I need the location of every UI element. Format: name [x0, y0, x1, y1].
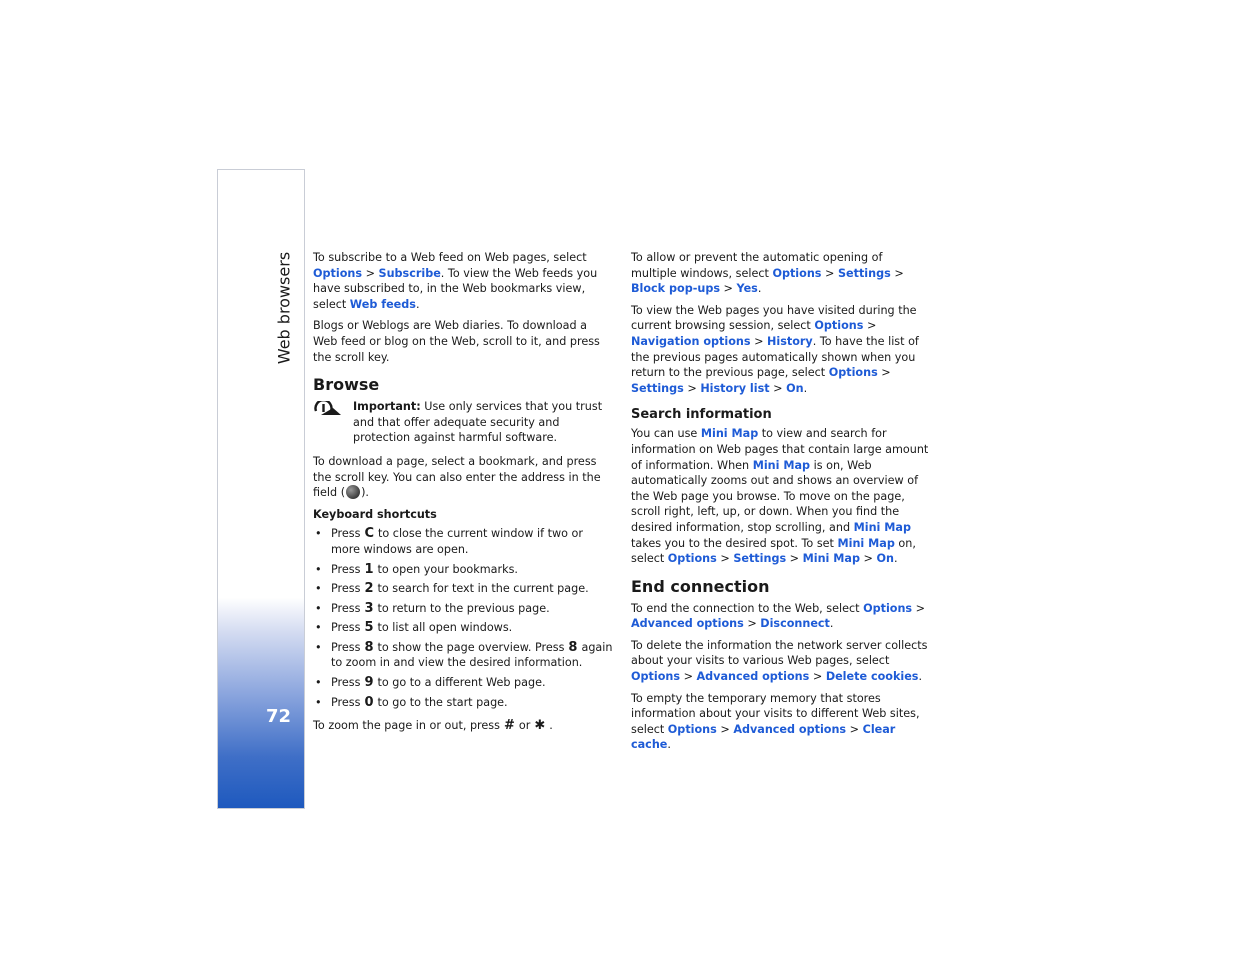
list-item: • Press 1 to open your bookmarks.: [313, 562, 613, 578]
important-icon: [313, 401, 343, 421]
list-item: • Press 2 to search for text in the current page.: [313, 581, 613, 597]
list-item: • Press 9 to go to a different Web page.: [313, 675, 613, 691]
star-key-icon: ✱: [534, 718, 546, 734]
list-item: • Press 5 to list all open windows.: [313, 620, 613, 636]
cookies-paragraph: To delete the information the network server collects about your visits to various Web pages, select Options > Advanced options > Delete cookies.: [631, 638, 928, 684]
list-item: • Press 8 to show the page overview. Press 8 again to zoom in and view the desired information.: [313, 640, 613, 671]
key-5-icon: 5: [364, 620, 374, 636]
keyboard-shortcuts-heading: Keyboard shortcuts: [313, 507, 437, 521]
page-number: 72: [266, 706, 292, 727]
shortcut-list: [313, 526, 613, 710]
key-0-icon: 0: [364, 694, 374, 710]
menu-web-feeds: Web feeds: [349, 297, 416, 311]
cache-paragraph: To empty the temporary memory that stores information about your visits to different Web sites, select Options > Advanced options > Clear cache.: [631, 691, 920, 752]
download-paragraph: To download a page, select a bookmark, and press the scroll key. You can also enter the address in the field ( ).: [313, 454, 601, 500]
key-3-icon: 3: [364, 600, 374, 616]
search-information-heading: Search information: [631, 407, 772, 423]
hash-key-icon: #: [503, 718, 515, 734]
disconnect-paragraph: To end the connection to the Web, select Options > Advanced options > Disconnect.: [631, 601, 926, 631]
popups-paragraph: To allow or prevent the automatic opening of multiple windows, select Options > Settings > Block pop-ups > Yes.: [631, 251, 904, 296]
globe-icon: [346, 485, 360, 499]
history-paragraph: To view the Web pages you have visited during the current browsing session, select Options > Navigation options > History. To have the list of the previous pages automatically shown when you return to the previous page, select Options > Settings > History list > On.: [631, 303, 919, 395]
important-note: Important: Use only services that you trust and that offer adequate security and protection against harmful software.: [313, 399, 613, 446]
key-9-icon: 9: [364, 675, 374, 691]
right-column: [631, 250, 931, 759]
zoom-paragraph: To zoom the page in or out, press # or ✱ .: [313, 718, 553, 734]
end-connection-heading: End connection: [631, 576, 770, 596]
browse-heading: Browse: [313, 375, 380, 395]
key-2-icon: 2: [364, 581, 374, 597]
list-item: • Press 3 to return to the previous page.: [313, 601, 613, 617]
subscribe-paragraph: To subscribe to a Web feed on Web pages, select Options > Subscribe. To view the Web feeds you have subscribed to, in the Web bookmarks view, select Web feeds.: [313, 251, 598, 311]
list-item: • Press 0 to go to the start page.: [313, 695, 613, 711]
chapter-title: Web browsers: [274, 251, 294, 365]
key-1-icon: 1: [364, 561, 374, 577]
key-8-icon: 8: [364, 639, 374, 655]
key-c-icon: C: [364, 526, 374, 542]
list-item: • Press C to close the current window if two or more windows are open.: [313, 526, 613, 557]
key-8-icon: 8: [568, 639, 578, 655]
minimap-paragraph: You can use Mini Map to view and search for information on Web pages that contain large amount of information. When Mini Map is on, Web automatically zooms out and shows an overview of the Web page you browse. To move on the page, scroll right, left, up, or down. When you find the desired information, stop scrolling, and Mini Map takes you to the desired spot. To set Mini Map on, select Options > Settings > Mini Map > On.: [631, 427, 929, 566]
menu-subscribe: Subscribe: [378, 266, 441, 280]
blogs-paragraph: Blogs or Weblogs are Web diaries. To download a Web feed or blog on the Web, scroll to it, and press the scroll key.: [313, 319, 600, 364]
left-column: [313, 250, 613, 740]
menu-options: Options: [313, 266, 363, 280]
